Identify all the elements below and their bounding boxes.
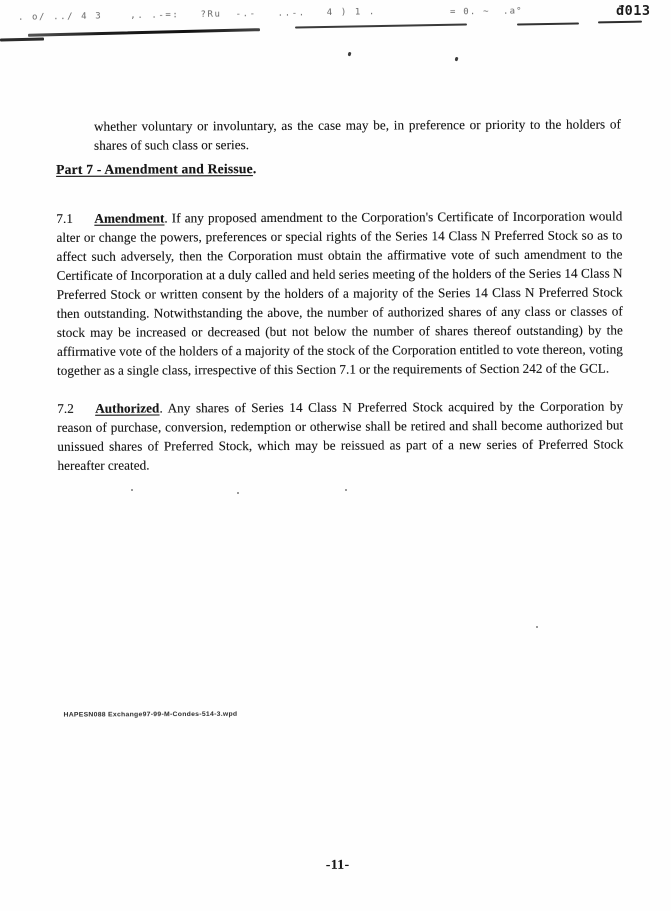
fax-header-garbled-text-left: . o/ ../ 4 3 ,. .-=: ?Ru -.- ..-. 4 ) 1 . bbox=[17, 7, 377, 23]
part-7-heading-text: Part 7 - Amendment and Reissue bbox=[56, 161, 253, 177]
scan-noise-speck bbox=[345, 489, 347, 491]
section-7-1-body: . If any proposed amendment to the Corporation's Certificate of Incorporation would alter or change the powers, preferences or special rights of the Series 14 Class N Preferred Stock so as to affect such adversely, then the Corporation must obtain the affirmative vote of such amendment to the Certificate of Incorporation at a duly called and held series meeting of the holders of the Series 14 Class N Preferred Stock or written consent by the holders of a majority of the Series 14 Class N Preferred Stock then outstanding. Notwithstanding the above, the number of authorized shares of any class or classes of stock may be increased or decreased (but not below the number of shares thereof outstanding) by the affirmative vote of the holders of a majority of the stock of the Corporation entitled to vote thereon, voting together as a single class, irrespective of this Section 7.1 or the requirements of Section 242 of the GCL. bbox=[56, 208, 623, 379]
fax-page-stamp: đ013 bbox=[616, 3, 651, 19]
scan-noise-speck bbox=[536, 626, 538, 628]
section-7-1-paragraph bbox=[56, 207, 623, 380]
scan-noise-speck bbox=[237, 492, 239, 494]
part-7-heading-period: . bbox=[252, 161, 257, 177]
continuation-paragraph: whether voluntary or involuntary, as the case may be, in preference or priority to the holders of shares of such class or series. bbox=[93, 116, 621, 153]
page-number: -11- bbox=[325, 856, 350, 872]
section-7-2-number: 7.2 bbox=[57, 401, 74, 417]
fax-header-garbled-text-right: = 0. ~ .a° bbox=[449, 6, 523, 18]
section-7-2-paragraph bbox=[57, 397, 623, 475]
section-7-1-number: 7.1 bbox=[56, 211, 74, 227]
section-7-2-title: Authorized bbox=[95, 400, 160, 416]
footer-file-note: HAPESN088 Exchange97-99-M-Condes-514-3.wpd bbox=[63, 711, 238, 719]
scan-noise-speck bbox=[131, 489, 133, 491]
section-7-1-title: Amendment bbox=[94, 210, 165, 226]
part-7-heading bbox=[56, 161, 256, 178]
section-7-2-body: . Any shares of Series 14 Class N Preferred Stock acquired by the Corporation by reason of purchase, conversion, redemption or otherwise shall be retired and shall become authorized but unissued shares of Preferred Stock, which may be reissued as part of a new series of Preferred Stock hereafter created. bbox=[57, 398, 624, 474]
